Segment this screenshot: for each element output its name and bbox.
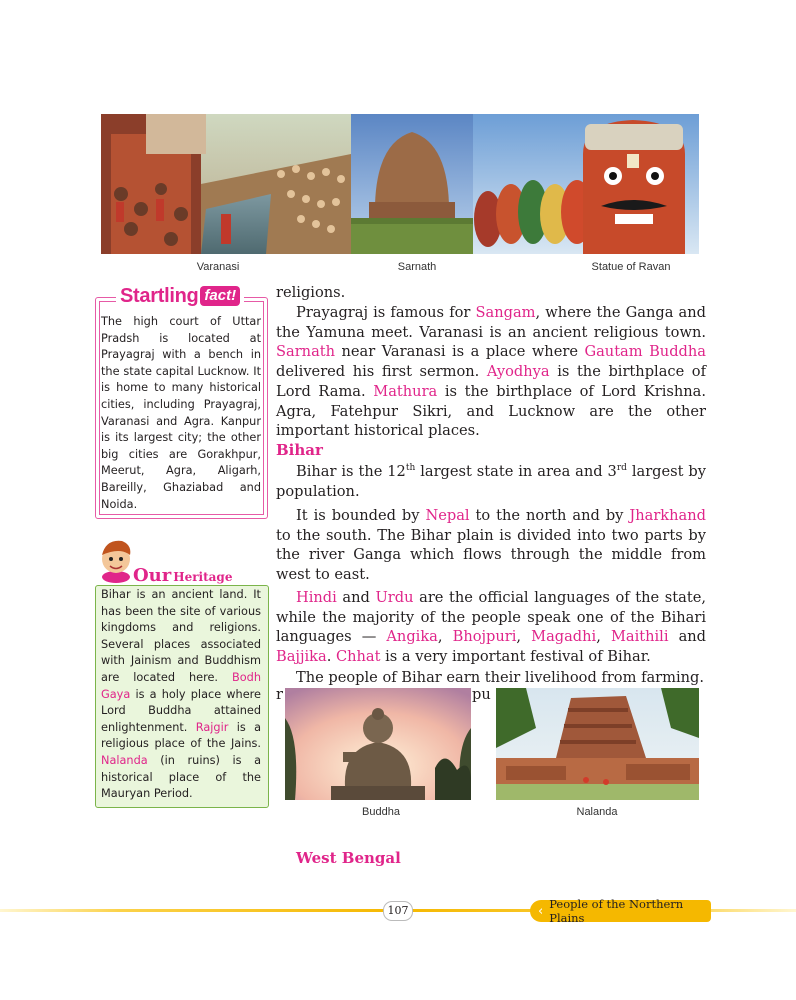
caption-ravan: Statue of Ravan	[591, 261, 671, 273]
p1-text-c: near Varanasi is a place where	[335, 343, 585, 361]
heading-west-bengal: West Bengal	[296, 849, 401, 867]
top-photo-strip	[101, 114, 699, 254]
paragraph-bihar-borders	[276, 506, 706, 585]
p5-fragment-right: pu	[472, 686, 491, 703]
paragraph-up	[276, 303, 706, 441]
heritage-title	[133, 565, 232, 586]
p3-text-c: to the south. The Bihar plain is divided into two parts by the river Ganga which flows through the middle from west to east.	[276, 526, 706, 584]
heritage-text-1: Bihar is an ancient land. It has been the site of various kingdoms and religions. Several places associated with Jainism and Buddhism are located here.	[101, 588, 261, 684]
heritage-bodh-gaya: Bodh Gaya	[101, 670, 261, 701]
p4-text-f: and	[668, 628, 707, 646]
p5-fragment-left: r	[276, 686, 283, 703]
p2-text-c: largest by population.	[276, 463, 707, 500]
religions-fragment: religions.	[276, 284, 346, 301]
sarnath-photo	[351, 114, 473, 254]
paragraph-bihar-languages	[276, 588, 706, 667]
p2-text-b: largest state in area and 3	[415, 463, 617, 480]
nalanda-photo	[496, 688, 699, 800]
p4-text-a: and	[336, 589, 376, 606]
chevron-left-icon: ‹	[538, 903, 544, 919]
p1-text-f: is the birthplace of Lord Krishna. Agra, Fatehpur Sikri, and Lucknow are the other important historical places.	[276, 382, 706, 440]
p4-hindi: Hindi	[296, 589, 337, 606]
p4-urdu: Urdu	[375, 589, 414, 606]
p4-text-d: ,	[516, 628, 532, 646]
heritage-title-heritage: Heritage	[173, 570, 233, 584]
p4-angika: Angika	[386, 628, 438, 646]
caption-nalanda: Nalanda	[576, 806, 618, 818]
p2-text-a: Bihar is the 12	[296, 463, 406, 480]
p1-sarnath: Sarnath	[276, 343, 336, 361]
p4-magadhi: Magadhi	[531, 628, 597, 646]
p3-nepal: Nepal	[425, 507, 470, 524]
p1-text-b: , where the Ganga and the Yamuna meet. Varanasi is an ancient religious town.	[276, 304, 706, 341]
p3-jharkhand: Jharkhand	[629, 507, 706, 524]
p2-sup-rd: rd	[616, 463, 627, 474]
p5-text: The people of Bihar earn their livelihood from farming.	[296, 669, 705, 686]
chapter-title: People of the Northern Plains	[549, 897, 684, 925]
paragraph-bihar-livelihood	[276, 668, 706, 688]
p1-mathura: Mathura	[373, 382, 438, 400]
startling-fact-badge: fact!	[200, 286, 240, 306]
p1-text-e: is the birthplace of Lord Rama.	[276, 363, 706, 400]
varanasi-photo	[101, 114, 351, 254]
chapter-tab	[530, 897, 711, 925]
p2-sup-th: th	[405, 463, 416, 474]
caption-varanasi: Varanasi	[196, 261, 240, 273]
heritage-rajgir: Rajgir	[195, 720, 229, 734]
p4-text-g: .	[326, 648, 336, 666]
heritage-text-2: is a holy place where Lord Buddha attained enlightenment.	[101, 687, 261, 734]
buddha-photo	[285, 688, 471, 800]
paragraph-bihar-area	[276, 462, 706, 501]
heritage-nalanda: Nalanda	[101, 753, 148, 767]
p4-text-h: is a very important festival of Bihar.	[380, 648, 651, 666]
p1-text-a: Prayagraj is famous for	[296, 304, 476, 321]
p3-text-b: to the north and by	[469, 507, 630, 524]
p4-text-e: ,	[596, 628, 611, 646]
p1-gautam-buddha: Gautam Buddha	[584, 343, 706, 361]
heritage-title-our: Our	[133, 565, 172, 586]
startling-fact-word: Startling	[120, 284, 199, 307]
caption-buddha: Buddha	[362, 806, 400, 818]
heritage-text	[101, 587, 261, 803]
startling-fact-text: The high court of Uttar Pradsh is located at Prayagraj with a bench in the state capital Lucknow. It is home to many historical cities, including Prayagraj, Varanasi and Agra. Kanpur is its largest city; the other big cities are Gorakhpur, Meerut, Agra, Aligarh, Bareilly, Ghaziabad and Noida.	[101, 315, 261, 511]
p4-bhojpuri: Bhojpuri	[452, 628, 517, 646]
p4-maithili: Maithili	[610, 628, 669, 646]
startling-fact-title	[116, 281, 244, 311]
boy-mascot-icon	[96, 537, 136, 583]
p4-chhat: Chhat	[335, 648, 381, 666]
p3-text-a: It is bounded by	[296, 507, 426, 524]
caption-sarnath: Sarnath	[397, 261, 437, 273]
p4-text-c: ,	[437, 628, 453, 646]
p1-ayodhya: Ayodhya	[486, 363, 550, 381]
heading-bihar: Bihar	[276, 441, 323, 459]
heritage-text-3: is a religious place of the Jains.	[101, 720, 261, 751]
heritage-text-4: (in ruins) is a historical place of the Mauryan Period.	[101, 753, 261, 801]
p4-bajjika: Bajjika	[276, 648, 327, 666]
p1-sangam: Sangam	[475, 304, 536, 321]
page-number: 107	[383, 901, 413, 921]
ravan-photo	[473, 114, 699, 254]
p4-text-b: are the official languages of the state, while the majority of the people speak one of the Bihari languages —	[276, 589, 706, 646]
p1-text-d: delivered his first sermon.	[276, 363, 487, 381]
